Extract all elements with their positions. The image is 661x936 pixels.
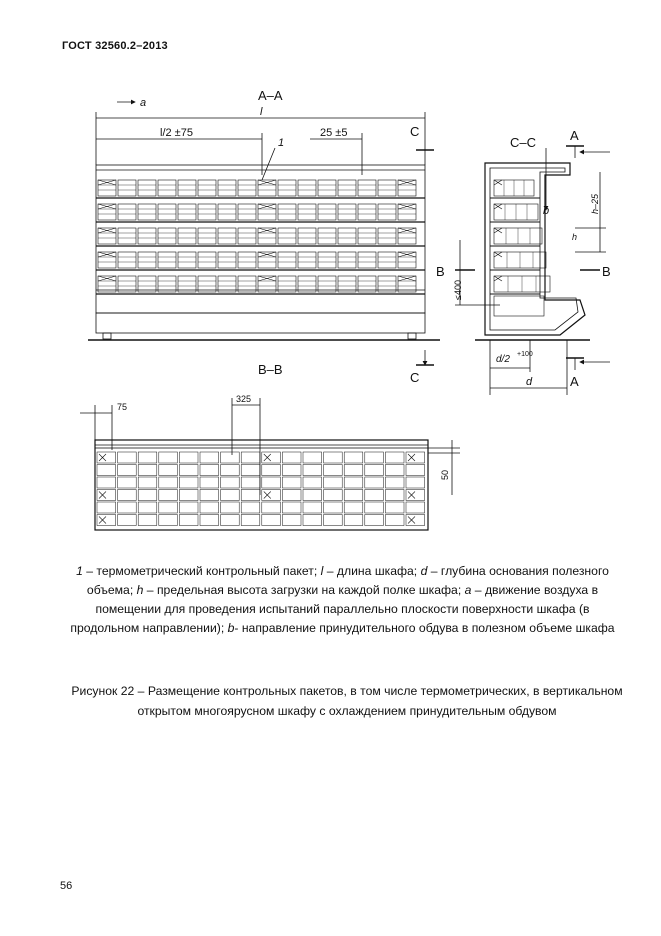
dim-l-label: l <box>260 106 263 118</box>
top-packet <box>221 515 240 526</box>
packet <box>158 228 176 244</box>
dim-l-half-label: l/2 ±75 <box>160 127 193 139</box>
top-packet <box>200 452 219 463</box>
top-packet <box>303 515 322 526</box>
top-packet <box>159 490 178 501</box>
top-packet <box>97 515 116 526</box>
legend-var-l: l <box>320 564 324 578</box>
dim-25-label: 25 ±5 <box>320 127 348 139</box>
packet <box>198 228 216 244</box>
top-packet <box>179 490 198 501</box>
top-packet <box>324 490 343 501</box>
packet <box>298 204 316 220</box>
section-bb-label: В–В <box>258 362 283 377</box>
top-packet <box>324 502 343 513</box>
packet <box>378 252 396 268</box>
packet <box>118 252 136 268</box>
packet <box>198 252 216 268</box>
top-packet <box>118 502 137 513</box>
packet <box>218 204 236 220</box>
label-a-bottom: А <box>570 374 579 389</box>
top-packet <box>97 477 116 488</box>
page-number: 56 <box>60 880 73 892</box>
top-packet <box>365 502 384 513</box>
label-a: a <box>140 97 147 109</box>
legend-var-h: h <box>136 583 144 597</box>
top-packet <box>282 465 301 476</box>
top-packet <box>406 477 425 488</box>
packet <box>378 204 396 220</box>
packet <box>158 204 176 220</box>
packet <box>358 204 376 220</box>
packet <box>118 228 136 244</box>
legend-num-1: 1 <box>76 564 83 578</box>
cabinet-top-outline <box>95 440 428 530</box>
top-packet <box>365 465 384 476</box>
top-packet <box>241 465 260 476</box>
packet <box>218 228 236 244</box>
top-packet <box>179 515 198 526</box>
dim-400-label: ≤400 <box>453 280 463 300</box>
top-packet <box>200 477 219 488</box>
packet <box>218 180 236 196</box>
packet <box>298 228 316 244</box>
top-packet <box>262 515 281 526</box>
packet <box>278 252 296 268</box>
top-packet <box>262 477 281 488</box>
figure-legend <box>70 562 615 638</box>
top-packet <box>365 515 384 526</box>
document-header: ГОСТ 32560.2–2013 <box>62 40 168 52</box>
packet <box>378 228 396 244</box>
top-packet <box>221 465 240 476</box>
top-packet <box>282 502 301 513</box>
top-packet <box>179 502 198 513</box>
packet <box>318 204 336 220</box>
packet <box>378 180 396 196</box>
packet <box>358 180 376 196</box>
packet <box>318 252 336 268</box>
packet <box>118 180 136 196</box>
top-packet <box>262 465 281 476</box>
top-packet <box>118 490 137 501</box>
packet <box>318 228 336 244</box>
packet <box>138 252 156 268</box>
top-packet <box>406 452 425 463</box>
legend-text-6: - направление принудительного обдува в полезном объеме шкафа <box>234 621 615 635</box>
top-packet <box>282 477 301 488</box>
label-b: b <box>543 205 550 217</box>
top-packet <box>344 465 363 476</box>
section-cc-label: С–С <box>510 135 537 150</box>
label-c-bottom: С <box>410 370 420 385</box>
top-packet <box>138 490 157 501</box>
dim-50-label: 50 <box>440 469 450 480</box>
label-c-top: С <box>410 124 420 139</box>
legend-var-a: a <box>464 583 472 597</box>
top-packet <box>344 477 363 488</box>
packet <box>358 228 376 244</box>
legend-text-4: – предельная высота загрузки на каждой полке шкафа; <box>143 583 465 597</box>
packet <box>178 180 196 196</box>
label-a-top: А <box>570 128 579 143</box>
packet <box>198 204 216 220</box>
legend-text-1: – термометрический контрольный пакет; <box>82 564 321 578</box>
dim-d2-label: d/2 <box>496 354 510 365</box>
side-packet <box>494 296 544 316</box>
dim-d-label: d <box>526 376 533 388</box>
top-packet <box>97 452 116 463</box>
packet <box>158 252 176 268</box>
top-packet <box>282 515 301 526</box>
packet <box>278 228 296 244</box>
top-packet <box>159 452 178 463</box>
packet <box>338 228 356 244</box>
top-packet <box>344 515 363 526</box>
top-packet <box>303 490 322 501</box>
view-aa <box>88 102 440 365</box>
top-packet <box>118 465 137 476</box>
top-packet <box>159 515 178 526</box>
packet <box>298 180 316 196</box>
packet <box>178 204 196 220</box>
top-packet <box>385 515 404 526</box>
packet <box>158 180 176 196</box>
packet <box>238 180 256 196</box>
packet <box>278 204 296 220</box>
top-packet <box>406 465 425 476</box>
packet <box>278 180 296 196</box>
packet <box>238 252 256 268</box>
cabinet-front-outline <box>96 165 425 313</box>
front-packet-grid <box>96 180 425 294</box>
packet <box>138 180 156 196</box>
packet <box>298 252 316 268</box>
packet <box>338 204 356 220</box>
top-packet <box>303 477 322 488</box>
side-packet-grid <box>490 180 550 316</box>
packet <box>358 252 376 268</box>
packet <box>138 228 156 244</box>
top-packet <box>406 502 425 513</box>
top-packet <box>97 490 116 501</box>
figure-caption: Рисунок 22 – Размещение контрольных пакетов, в том числе термометрических, в вертикальном открытом многоярусном шкафу с охлаждением принудительным обдувом <box>71 684 623 718</box>
legend-text-5: – движение воздуха в помещении для проведения испытаний параллельно плоскости поверхности шкафа (в продольном направлении); <box>70 583 599 635</box>
dim-75-label: 75 <box>117 402 128 412</box>
cabinet-side-outline <box>485 163 585 335</box>
top-packet <box>97 502 116 513</box>
top-packet <box>385 502 404 513</box>
top-packet <box>179 452 198 463</box>
top-packet <box>138 452 157 463</box>
top-packet-grid <box>97 452 425 526</box>
top-packet <box>324 465 343 476</box>
label-b-left: В <box>436 264 445 279</box>
top-packet <box>221 477 240 488</box>
top-packet <box>324 515 343 526</box>
legend-text-3: – глубина основания полезного объема; <box>86 564 609 597</box>
top-packet <box>138 465 157 476</box>
top-packet <box>200 515 219 526</box>
top-packet <box>159 465 178 476</box>
packet <box>178 252 196 268</box>
top-packet <box>241 490 260 501</box>
top-packet <box>138 515 157 526</box>
packet <box>218 252 236 268</box>
top-packet <box>406 515 425 526</box>
top-packet <box>282 490 301 501</box>
top-packet <box>118 515 137 526</box>
top-packet <box>200 465 219 476</box>
top-packet <box>118 477 137 488</box>
top-packet <box>221 490 240 501</box>
label-b-right: В <box>602 264 611 279</box>
packet <box>338 180 356 196</box>
top-packet <box>282 452 301 463</box>
packet <box>238 228 256 244</box>
dim-325-label: 325 <box>236 394 252 404</box>
packet <box>338 252 356 268</box>
top-packet <box>138 502 157 513</box>
top-packet <box>385 477 404 488</box>
legend-var-b: b <box>227 621 235 635</box>
top-packet <box>385 452 404 463</box>
top-packet <box>344 452 363 463</box>
view-bb <box>80 398 460 530</box>
dim-h-25-label: h–25 <box>590 193 600 214</box>
top-packet <box>241 452 260 463</box>
top-packet <box>324 477 343 488</box>
top-packet <box>200 502 219 513</box>
top-packet <box>138 477 157 488</box>
top-packet <box>406 490 425 501</box>
packet <box>138 204 156 220</box>
packet <box>238 204 256 220</box>
top-packet <box>385 465 404 476</box>
top-packet <box>179 477 198 488</box>
top-packet <box>262 490 281 501</box>
top-packet <box>303 465 322 476</box>
dim-h-label: h <box>572 232 578 242</box>
top-packet <box>221 502 240 513</box>
top-packet <box>241 477 260 488</box>
top-packet <box>97 465 116 476</box>
top-packet <box>365 477 384 488</box>
top-packet <box>324 452 343 463</box>
top-packet <box>179 465 198 476</box>
packet <box>118 204 136 220</box>
dim-d2-tol-label: +100 <box>517 351 533 358</box>
top-packet <box>159 477 178 488</box>
section-aa-label: А–А <box>258 88 283 103</box>
packet <box>198 180 216 196</box>
top-packet <box>241 502 260 513</box>
packet <box>178 228 196 244</box>
label-1: 1 <box>278 137 285 149</box>
top-packet <box>262 502 281 513</box>
top-packet <box>344 502 363 513</box>
top-packet <box>365 490 384 501</box>
top-packet <box>159 502 178 513</box>
top-packet <box>200 490 219 501</box>
legend-text-2: – длина шкафа; <box>323 564 421 578</box>
top-packet <box>241 515 260 526</box>
top-packet <box>303 502 322 513</box>
top-packet <box>385 490 404 501</box>
top-packet <box>118 452 137 463</box>
top-packet <box>365 452 384 463</box>
top-packet <box>344 490 363 501</box>
top-packet <box>221 452 240 463</box>
top-packet <box>303 452 322 463</box>
packet <box>318 180 336 196</box>
legend-var-d: d <box>420 564 428 578</box>
top-packet <box>262 452 281 463</box>
